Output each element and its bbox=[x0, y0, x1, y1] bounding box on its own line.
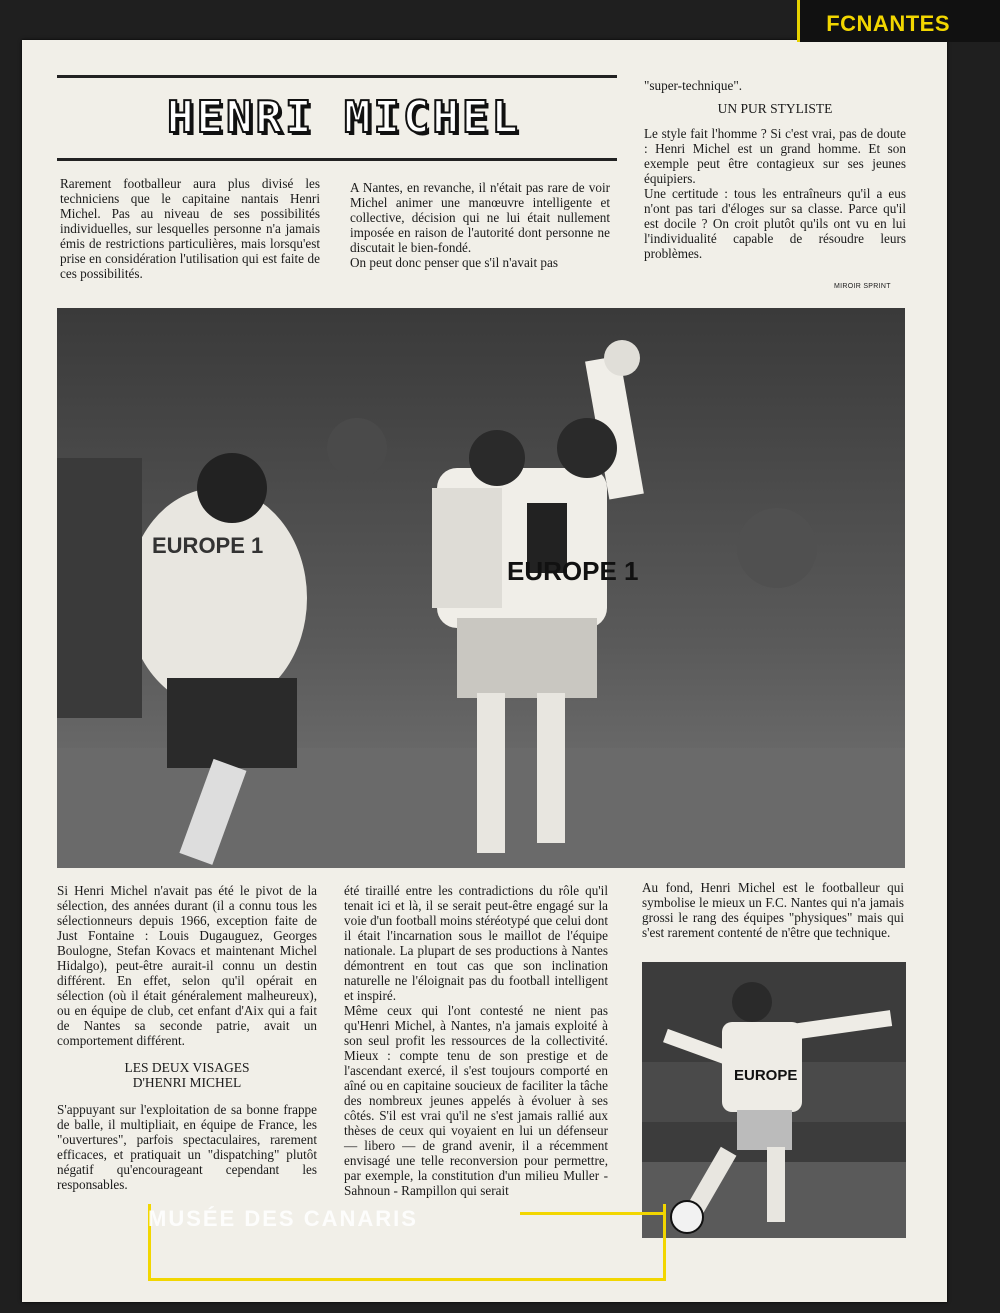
magazine-page bbox=[22, 40, 947, 1302]
column-continuation: "super-technique". bbox=[644, 78, 743, 93]
intro-paragraph: Rarement footballeur aura plus divisé les techniciens que le capitaine nantais Henri Michel. Pas au niveau de ses possibilités individuelles, sur lesquelles personne n'a jamais émis de restrictions particulières, mais lorsqu'est prise en considération l'utilisation qui est faite de ces possibilités. bbox=[60, 176, 320, 281]
intro-paragraph: A Nantes, en revanche, il n'était pas rare de voir Michel animer une manœuvre intelligente et collective, décision qui ne lui était nullement imposée en raison de l'autorité dont personne ne discutait le bien-fondé. bbox=[350, 180, 610, 255]
photo-credit: MIROIR SPRINT bbox=[834, 283, 891, 290]
subhead-line: D'HENRI MICHEL bbox=[132, 1075, 242, 1090]
brand-logo-text: FCNANTES bbox=[826, 11, 950, 36]
body-column-3 bbox=[642, 880, 904, 940]
body-paragraph: été tiraillé entre les contradictions du rôle qu'il tenait ici et là, il se serait peut-être engagé sur la voie d'un football moins stéréotypé que celui dont il était l'incarnation sous le maillot de l'équipe nationale. La plupart de ses productions à Nantes démontrent en tout cas que son inclination naturelle ne l'éloignait pas du football intelligent et inspiré. bbox=[344, 883, 608, 1003]
headline-top-rule bbox=[57, 75, 617, 78]
jersey-text-back: EUROPE 1 bbox=[152, 533, 264, 558]
intro-column-2 bbox=[350, 180, 610, 270]
watermark-frame-top bbox=[520, 1212, 663, 1215]
jersey-text-kick: EUROPE bbox=[734, 1067, 798, 1084]
section-subhead: UN PUR STYLISTE bbox=[717, 101, 833, 116]
kick-photo bbox=[642, 962, 906, 1238]
brand-banner bbox=[797, 0, 1000, 42]
body-column-2 bbox=[344, 883, 608, 1198]
body-paragraph: Si Henri Michel n'avait pas été le pivot de la sélection, des années durant (il a connu tous les sélectionneurs depuis 1966, exception faite de Just Fontaine : Louis Dugauguez, Georges Boulogne, Stefan Kovacs et maintenant Michel Hidalgo), peut-être aurait-il connu un destin différent. En effet, selon qu'il opérait en sélection (où il était généralement malheureux), ou en équipe de club, cet enfant d'Aix qui a fait de Nantes sa seconde patrie, avait un comportement différent. bbox=[57, 883, 317, 1048]
body-paragraph: S'appuyant sur l'exploitation de sa bonne frappe de balle, il multipliait, en équipe de France, les "ouvertures", parfois spectaculaires, rarement efficaces, et pratiquait un "dispatching" plutôt négatif qu'encourageant cependant les responsables. bbox=[57, 1102, 317, 1192]
subhead-line: LES DEUX VISAGES bbox=[124, 1060, 250, 1075]
watermark-text: MUSÉE DES CANARIS bbox=[148, 1206, 418, 1231]
body-paragraph: Même ceux qui l'ont contesté ne nient pas qu'Henri Michel, à Nantes, n'a jamais exploité à son seul profit les ressources de la collectivité. Mieux : compte tenu de son prestige et de l'ascendant exercé, il s'est toujours comporté en aîné ou en capitaine soucieux de faciliter la tâche des nombreux jeunes appelés à évoluer à ses côtés. S'il est vrai qu'il ne s'est jamais rallié aux thèses de ceux qui voyaient en lui un défenseur — libero — de grand avenir, il a récemment envisagé une telle reconversion pour permettre, par exemple, la constitution d'un milieu Muller - Sahnoun - Rampillon qui serait bbox=[344, 1003, 608, 1198]
body-paragraph: Le style fait l'homme ? Si c'est vrai, pas de doute : Henri Michel est un grand homme. Et son exemple peut être contagieux sur ses jeunes équipiers. bbox=[644, 126, 906, 186]
jersey-text-front: EUROPE 1 bbox=[507, 556, 639, 586]
intro-paragraph: On peut donc penser que s'il n'avait pas bbox=[350, 255, 559, 270]
intro-column-3 bbox=[644, 78, 906, 261]
main-match-photo bbox=[57, 308, 905, 868]
article-headline: HENRI MICHEL bbox=[167, 92, 521, 143]
body-column-1 bbox=[57, 883, 317, 1192]
body-paragraph: Une certitude : tous les entraîneurs qu'il a eus n'ont pas tari d'éloges sur sa classe. Parce qu'il est docile ? On croit plutôt qu'ils ont vu en lui l'individualité capable de résoudre leurs problèmes. bbox=[644, 186, 906, 261]
body-paragraph: Au fond, Henri Michel est le footballeur qui symbolise le mieux un F.C. Nantes qui n'a jamais grossi le rang des équipes "physiques" mais qui s'est rarement contenté de n'être que technique. bbox=[642, 880, 904, 940]
intro-column-1 bbox=[60, 176, 320, 281]
headline-bottom-rule bbox=[57, 158, 617, 161]
section-subhead bbox=[57, 1060, 317, 1090]
